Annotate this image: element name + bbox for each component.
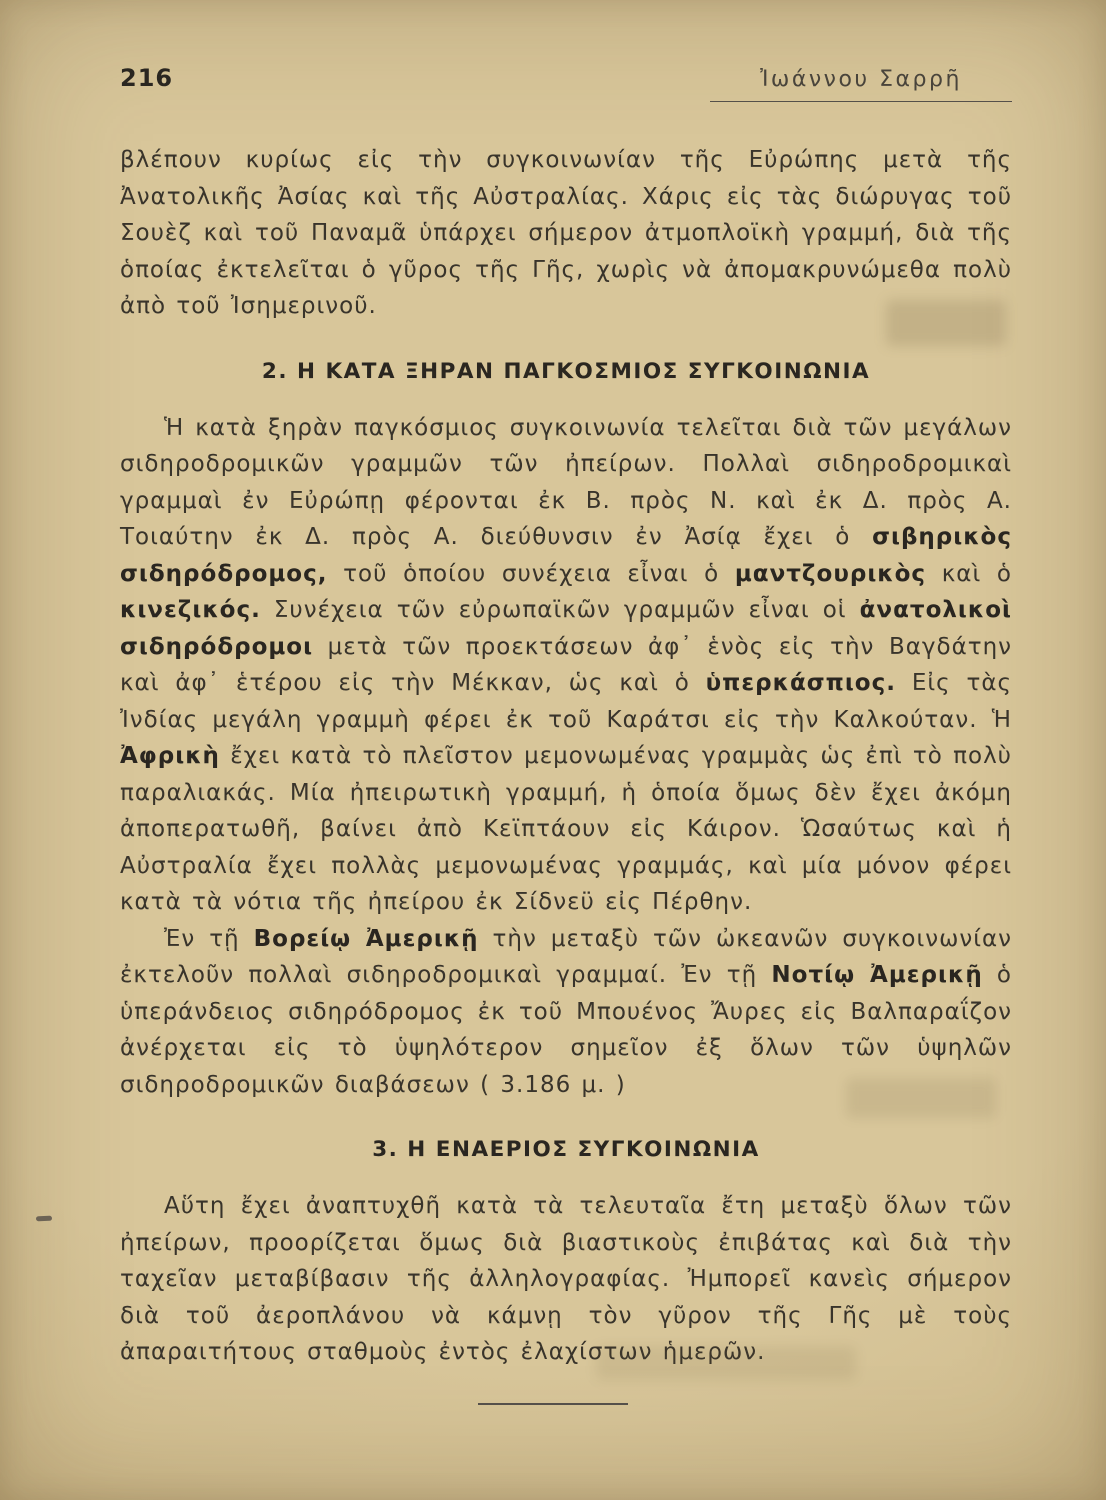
- body-paragraph: [120, 142, 1012, 325]
- text-run: βλέπουν κυρίως εἰς τὴν συγκοινωνίαν τῆς Εὐρώπης μετὰ τῆς Ἀνατολικῆς Ἀσίας καὶ τῆς Αὐστραλίας. Χάρις εἰς τὰς διώρυγας τοῦ Σουὲζ καὶ τοῦ Παναμᾶ ὑπάρχει σήμερον ἀτμοπλοϊκὴ γραμμή, διὰ τῆς ὁποίας ἐκτελεῖται ὁ γῦρος τῆς Γῆς, χωρὶς νὰ ἀπομακρυνώμεθα πολὺ ἀπὸ τοῦ Ἰσημερινοῦ.: [120, 147, 1012, 319]
- body-paragraph: [120, 921, 1012, 1104]
- bold-term: ἀνατολικοὶ σιδηρόδρομοι: [120, 597, 1012, 660]
- text-run: Συνέχεια τῶν εὐρωπαϊκῶν γραμμῶν εἶναι οἱ: [260, 597, 860, 623]
- body-paragraph: [120, 1188, 1012, 1371]
- text-run: τὴν μεταξὺ τῶν ὠκεανῶν συγκοινωνίαν ἐκτελοῦν πολλαὶ σιδηροδρομικαὶ γραμμαί. Ἐν τῇ: [120, 925, 1012, 988]
- bold-term: μαντζουρικὸς: [734, 560, 927, 587]
- section-heading: 3. Η ΕΝΑΕΡΙΟΣ ΣΥΓΚΟΙΝΩΝΙΑ: [372, 1137, 760, 1162]
- text-run: μετὰ τῶν προεκτάσεων ἀφ᾽ ἑνὸς εἰς τὴν Βαγδάτην καὶ ἀφ᾽ ἑτέρου εἰς τὴν Μέκκαν, ὡς καὶ ὁ: [120, 633, 1012, 696]
- text-run: Ἐν τῇ: [164, 925, 254, 952]
- page-number: 216: [120, 64, 174, 92]
- text-run: ὁ ὑπεράνδειος σιδηρόδρομος ἐκ τοῦ Μπουένος Ἄυρες εἰς Βαλπαραΐζον ἀνέρχεται εἰς τὸ ὑψηλότερον σημεῖον ἐξ ὅλων τῶν ὑψηλῶν σιδηροδρομικῶν διαβάσεων ( 3.186 μ. ): [120, 962, 1013, 1098]
- page-body: [0, 102, 1106, 1371]
- body-paragraph: [120, 410, 1012, 921]
- text-run: Ἡ κατὰ ξηρὰν παγκόσμιος συγκοινωνία τελεῖται διὰ τῶν μεγάλων σιδηροδρομικῶν γραμμῶν τῶν ἠπείρων. Πολλαὶ σιδηροδρομικαὶ γραμμαὶ ἐν Εὐρώπῃ φέρονται ἐκ Β. πρὸς Ν. καὶ ἐκ Δ. πρὸς Α. Τοιαύτην ἐκ Δ. πρὸς Α. διεύθυνσιν ἐν Ἀσίᾳ ἔχει ὁ: [120, 414, 1012, 550]
- text-run: καὶ ὁ: [926, 560, 1012, 587]
- text-run: τοῦ ὁποίου συνέχεια εἶναι ὁ: [327, 560, 735, 587]
- margin-pen-mark: [36, 1216, 52, 1222]
- text-run: Αὕτη ἔχει ἀναπτυχθῆ κατὰ τὰ τελευταῖα ἔτη μεταξὺ ὅλων τῶν ἠπείρων, προορίζεται ὅμως διὰ βιαστικοὺς ἐπιβάτας καὶ διὰ τὴν ταχεῖαν μεταβίβασιν τῆς ἀλληλογραφίας. Ἠμπορεῖ κανεὶς σήμερον διὰ τοῦ ἀεροπλάνου νὰ κάμνῃ τὸν γῦρον τῆς Γῆς μὲ τοὺς ἀπαραιτήτους σταθμοὺς ἐντὸς ἐλαχίστων ἡμερῶν.: [120, 1193, 1012, 1365]
- bold-term: ὑπερκάσπιος.: [705, 670, 896, 696]
- bold-term: Νοτίῳ Ἀμερικῇ: [771, 962, 983, 988]
- page-header: [0, 0, 1106, 102]
- text-run: ἔχει κατὰ τὸ πλεῖστον μεμονωμένας γραμμὰς ὡς ἐπὶ τὸ πολὺ παραλιακάς. Μία ἠπειρωτικὴ γραμμή, ἡ ὁποία ὅμως δὲν ἔχει ἀκόμη ἀποπερατωθῆ, βαίνει ἀπὸ Κεϊπτάουν εἰς Κάιρον. Ὡσαύτως καὶ ἡ Αὐστραλία ἔχει πολλὰς μεμονωμένας γραμμάς, καὶ μία μόνον φέρει κατὰ τὰ νότια τῆς ἠπείρου ἐκ Σίδνεϋ εἰς Πέρθην.: [120, 743, 1012, 915]
- bold-term: κινεζικός.: [120, 597, 261, 623]
- text-run: Εἰς τὰς Ἰνδίας μεγάλη γραμμὴ φέρει ἐκ τοῦ Καράτσι εἰς τὴν Καλκούταν. Ἡ: [120, 670, 1012, 733]
- bold-term: σιβηρικὸς σιδηρόδρομος,: [120, 524, 1012, 587]
- section-heading: 2. Η ΚΑΤΑ ΞΗΡΑΝ ΠΑΓΚΟΣΜΙΟΣ ΣΥΓΚΟΙΝΩΝΙΑ: [261, 358, 871, 384]
- running-title-author: Ἰωάννου Σαρρῆ: [710, 67, 1012, 102]
- bold-term: Ἀφρικὴ: [120, 743, 220, 769]
- section-divider: [478, 1403, 628, 1405]
- bold-term: Βορείῳ Ἀμερικῇ: [253, 925, 479, 952]
